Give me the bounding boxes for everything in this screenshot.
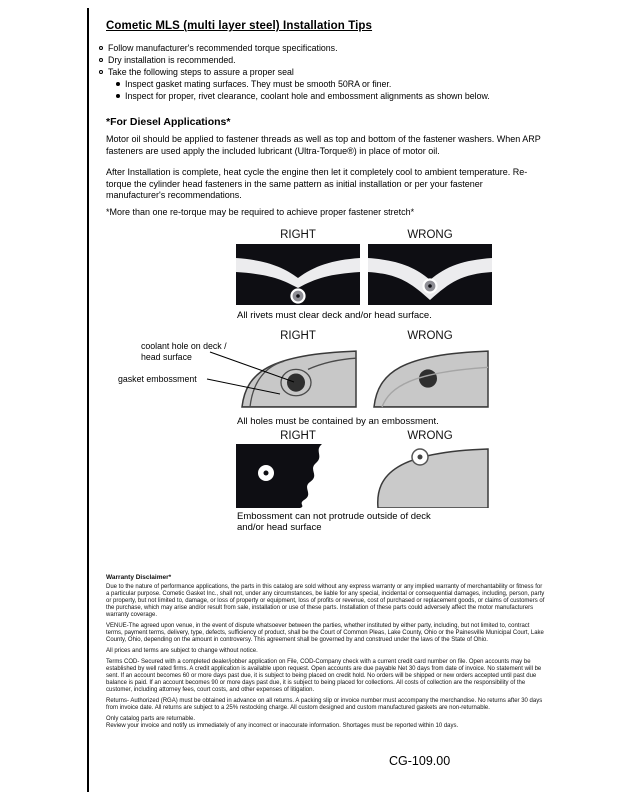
page-code: CG-109.00 [389,754,451,768]
embossment-wrong-image [368,344,492,411]
bullet-item [99,55,559,65]
warranty-paragraph: Review your invoice and notify us immediately of any incorrect or inaccurate information. Shortages must be reported within 10 days. [106,723,459,729]
circle-bullet-icon [99,70,103,74]
warranty-paragraph: All prices and terms are subject to change without notice. [106,648,258,654]
warranty-section [106,574,546,734]
figure2-caption: All holes must be contained by an embossment. [237,416,439,427]
figure1-wrong-label: WRONG [407,229,453,241]
diesel-paragraph-1: Motor oil should be applied to fastener threads as well as top and bottom of the fastener washers. When ARP fasteners are used apply the included lubricant (Ultra-Torque®) in place of motor oil. [106,134,541,156]
figure3-caption: Embossment can not protrude outside of deck and/or head surface [237,511,431,533]
figure3-right-label: RIGHT [280,430,316,442]
page-title: Cometic MLS (multi layer steel) Installation Tips [106,20,373,32]
rivet-clearance-wrong-image [368,244,492,305]
diesel-heading: *For Diesel Applications* [106,116,231,128]
warranty-paragraph: VENUE-The agreed upon venue, in the event of dispute whatsoever between the parties, whether instituted by either party, including, but not limited to, contract terms, payment terms, delivery, type, defects, sufficiency of product, shall be the Court of Common Pleas, Lake County, Ohio or the Painesville Municipal Court, Lake County, Ohio, depending on the amount in controversy. This agreement shall be governed by and construed under the laws of the State of Ohio. [106,623,544,643]
warranty-paragraph: Returns- Authorized (RGA) must be obtained in advance on all returns. A packing slip or invoice number must accompany the merchandise. No returns after 30 days from invoice date. All returns are subject to a 25% restocking charge. All custom designed and custom manufactured gaskets are non-returnable. [106,698,543,711]
circle-bullet-icon [99,46,103,50]
bullet-text: Take the following steps to assure a proper seal [108,67,294,77]
warranty-paragraph: Due to the nature of performance applications, the parts in this catalog are sold without any express warranty or any implied warranty of merchantability or fitness for a particular purpose. Cometic Gasket Inc., shall not, under any circumstances, be liable for any special, incidental or consequential damages, including, person, party or property, but not limited to, damage, or loss of property or equipment, loss of profits or revenue, cost of purchased or replacement goods, or claims of customers of the purchase, which may arise and/or result from sale, installation or use of these parts. Installation of these parts could adversely affect the motor manufacturers warranty coverage. [106,584,545,618]
callout-gasket-embossment: gasket embossment [118,374,197,384]
circle-bullet-icon [99,58,103,62]
figure2-wrong-label: WRONG [407,330,453,342]
figure1-caption: All rivets must clear deck and/or head surface. [237,310,432,321]
protrusion-right-image [236,444,360,508]
figure1-right-label: RIGHT [280,229,316,241]
warranty-heading: Warranty Disclaimer* [106,574,172,581]
bullet-text: Follow manufacturer's recommended torque specifications. [108,43,338,53]
diesel-paragraph-2: After Installation is complete, heat cycle the engine then let it completely cool to ambient temperature. Re-torque the cylinder head fasteners in the same pattern as initial installation or per your fastener manufacturer's recommendations. [106,167,528,200]
warranty-paragraph: Only catalog parts are returnable. [106,716,196,722]
callout-coolant-hole: coolant hole on deck / head surface [141,341,227,362]
dot-bullet-icon [116,94,120,98]
dot-bullet-icon [116,82,120,86]
bullet-text: Dry installation is recommended. [108,55,236,65]
callout-pointer-lines [204,346,304,398]
figure2-right-label: RIGHT [280,330,316,342]
rivet-clearance-right-image [236,244,360,305]
sub-bullet-text: Inspect gasket mating surfaces. They must be smooth 50RA or finer. [125,79,392,89]
bullet-item [99,43,559,53]
left-margin-rule [87,8,89,792]
sub-bullet-item [116,79,576,89]
figure3-wrong-label: WRONG [407,430,453,442]
sub-bullet-text: Inspect for proper, rivet clearance, coolant hole and embossment alignments as shown below. [125,91,490,101]
retorque-note: *More than one re-torque may be required to achieve proper fastener stretch* [106,207,415,217]
warranty-paragraph: Terms COD- Secured with a completed dealer/jobber application on File, COD-Company check with a current credit card number on file. Open accounts may be established by well rated firms. A credit application is available upon request. Open accounts are due payable Net 30 days from date of invoice. No statement will be sent. If an account becomes 60 or more days past due, it is subject to being placed on credit hold. No orders will be shipped or new orders accepted until past due balance is paid. If an account becomes 90 or more days past due, it is subject to being placed for collections. All costs of collection are the responsibility of the customer, including attorney fees, court costs, and other expenses of litigation. [106,659,542,693]
bullet-item [99,67,559,77]
sub-bullet-item [116,91,576,101]
protrusion-wrong-image [368,444,492,508]
